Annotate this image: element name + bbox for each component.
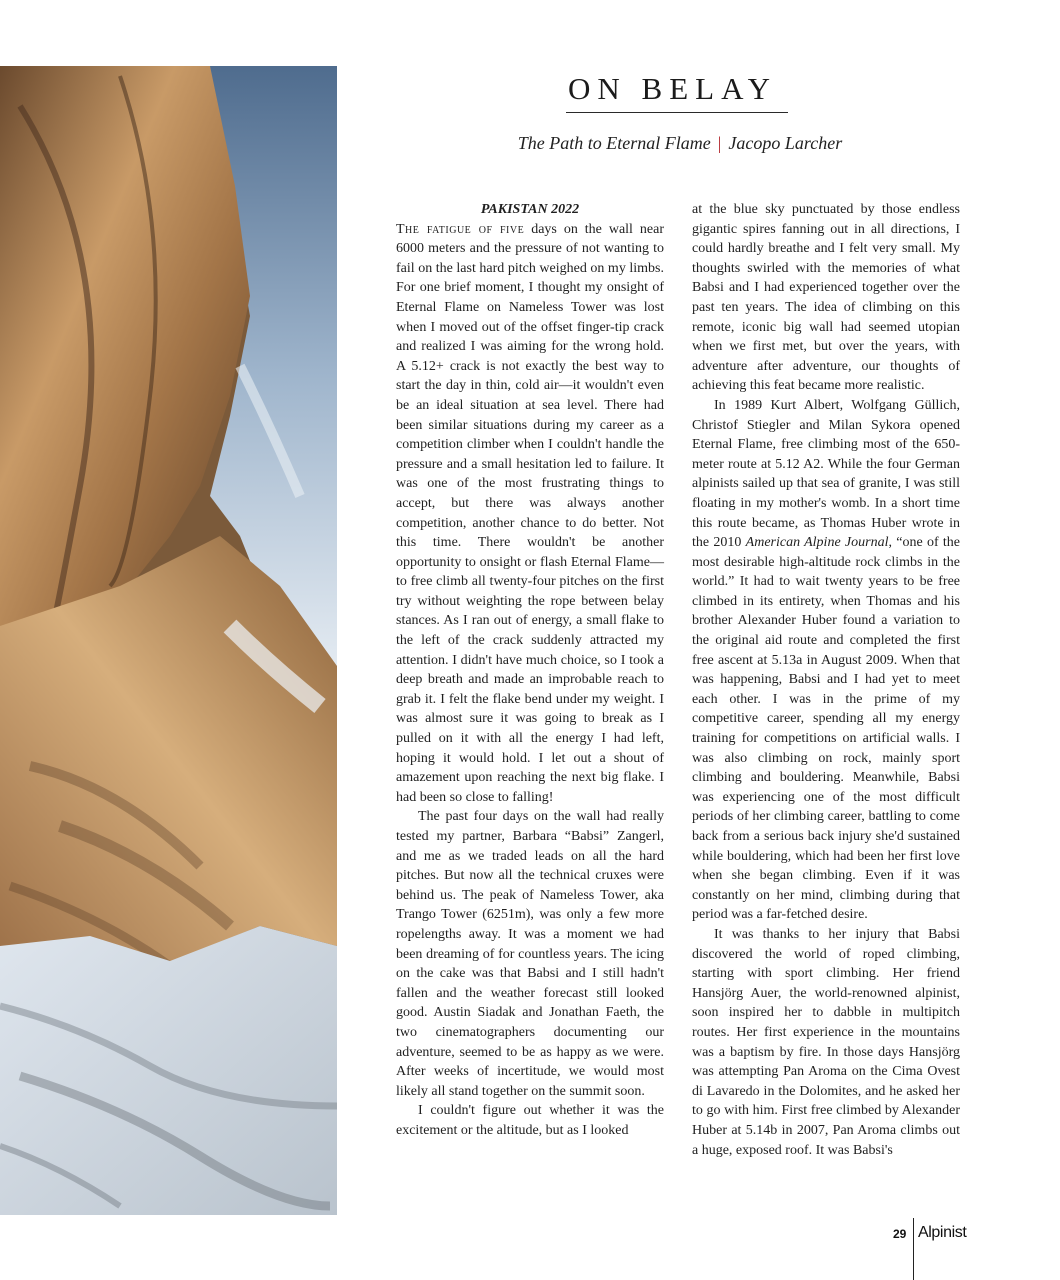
page-number: 29 bbox=[893, 1227, 907, 1241]
paragraph: I couldn't figure out whether it was the excitement or the altitude, but as I looked bbox=[396, 1103, 664, 1138]
granite-wall-illustration bbox=[0, 66, 337, 1215]
byline-separator: | bbox=[717, 133, 722, 153]
climbing-photo bbox=[0, 66, 337, 1215]
paragraph bbox=[692, 396, 960, 925]
magazine-name: Alpinist bbox=[918, 1224, 967, 1241]
journal-title: American Alpine Journal bbox=[745, 535, 889, 551]
paragraph: It was thanks to her injury that Babsi discovered the world of roped climbing, starting with sport climbing. Her friend Hansjörg Auer, the world-renowned alpinist, soon inspired her to dabble in multipitch routes. Her first experience in the mountains was a baptism by fire. In those days Hansjörg was attempting Pan Aroma on the Cima Ovest di Lavaredo in the Dolomites, and he asked her to go with him. First free climbed by Alexander Huber at 5.14b in 2007, Pan Aroma climbs out a huge, exposed roof. It was Babsi's bbox=[692, 926, 960, 1158]
dateline: PAKISTAN 2022 bbox=[480, 202, 580, 217]
title-divider bbox=[566, 112, 788, 113]
article-column-left bbox=[396, 200, 664, 1141]
paragraph-text: days on the wall near 6000 meters and the pressure of not wanting to fail on the last hard pitch weighed on my limbs. For one brief moment, I thought my onsight of Eternal Flame on Nameless Tower was lost when I moved out of the offset finger-tip crack and realized I was aiming for the wrong hold. A 5.12+ crack is not exactly the best way to start the day in thin, cold air—it wouldn't even be an ideal situation at sea level. There had been similar situations during my career as a competition climber when I couldn't handle the pressure and a small hesitation led to failure. It was one of the most frustrating things to accept, but there was always another competition, another chance to do better. Not this time. There wouldn't be another opportunity to onsight or flash Eternal Flame—to free climb all twenty-four pitches on the first try without weighting the rope between belay stances. As I ran out of energy, a small flake to the left of the crack suddenly attracted my attention. I didn't have much choice, so I took a deep breath and made an improbable reach to grab it. I felt the flake bend under my weight. I was almost sure it was going to break as I pulled on it with all the energy I had left, hoping it would hold. I let out a shout of amazement upon reaching the next big flake. I had been so close to falling! bbox=[396, 221, 665, 805]
article-byline bbox=[420, 133, 940, 154]
article-column-right bbox=[692, 200, 960, 1160]
lead-in: The fatigue of five bbox=[396, 221, 525, 237]
paragraph: at the blue sky punctuated by those endless gigantic spires fanning out in all directions, I could hardly breathe and I felt very small. My thoughts swirled with the memories of what Babsi and I had experienced together over the past ten years. The idea of climbing on this remote, iconic big wall had seemed utopian when we first met, but over the years, with adventure after adventure, our thoughts of achieving this feat became more realistic. bbox=[692, 202, 960, 394]
paragraph: The past four days on the wall had really tested my partner, Barbara “Babsi” Zangerl, and me as we traded leads on all the hard pitches. But now all the technical cruxes were behind us. The peak of Nameless Tower, aka Trango Tower (6251m), was only a few more ropelengths away. It was a moment we had been dreaming of for countless years. The icing on the cake was that Babsi and I still hadn't fallen and the weather forecast still looked good. Austin Siadak and Jonathan Faeth, the two cinematographers documenting our adventure, seemed to be as happy as we were. After weeks of incertitude, we would most likely all stand together on the summit soon. bbox=[396, 809, 664, 1099]
paragraph-text: , “one of the most desirable high-altitude rock climbs in the world.” It had to wait twenty years to be free climbed in its entirety, when Thomas and his brother Alexander Huber found a variation to the original aid route and completed the first free ascent at 5.13a in August 2009. When that was happening, Babsi and I had yet to meet each other. I was in the prime of my competitive career, spending all my energy training for competitions on artificial walls. I was also climbing on rock, mainly sport climbing and bouldering. Meanwhile, Babsi was experiencing one of the most difficult periods of her climbing career, battling to come back from a serious back injury she'd sustained while bouldering, which had been her first love when she began climbing. Even if it was constantly on her mind, climbing during that period was a far-fetched desire. bbox=[692, 535, 961, 923]
footer-divider bbox=[913, 1218, 914, 1280]
section-title: ON BELAY bbox=[568, 71, 778, 106]
article-title: The Path to Eternal Flame bbox=[517, 133, 711, 153]
paragraph-text: In 1989 Kurt Albert, Wolfgang Güllich, Christof Stiegler and Milan Sykora opened Eternal Flame, free climbing most of the 650-meter route at 5.12 A2. While the four German alpinists sailed up that sea of granite, I was still floating in my mother's womb. In a short time this route became, as Thomas Huber wrote in the 2010 bbox=[692, 397, 960, 551]
author-name: Jacopo Larcher bbox=[728, 133, 843, 153]
paragraph bbox=[396, 220, 664, 808]
